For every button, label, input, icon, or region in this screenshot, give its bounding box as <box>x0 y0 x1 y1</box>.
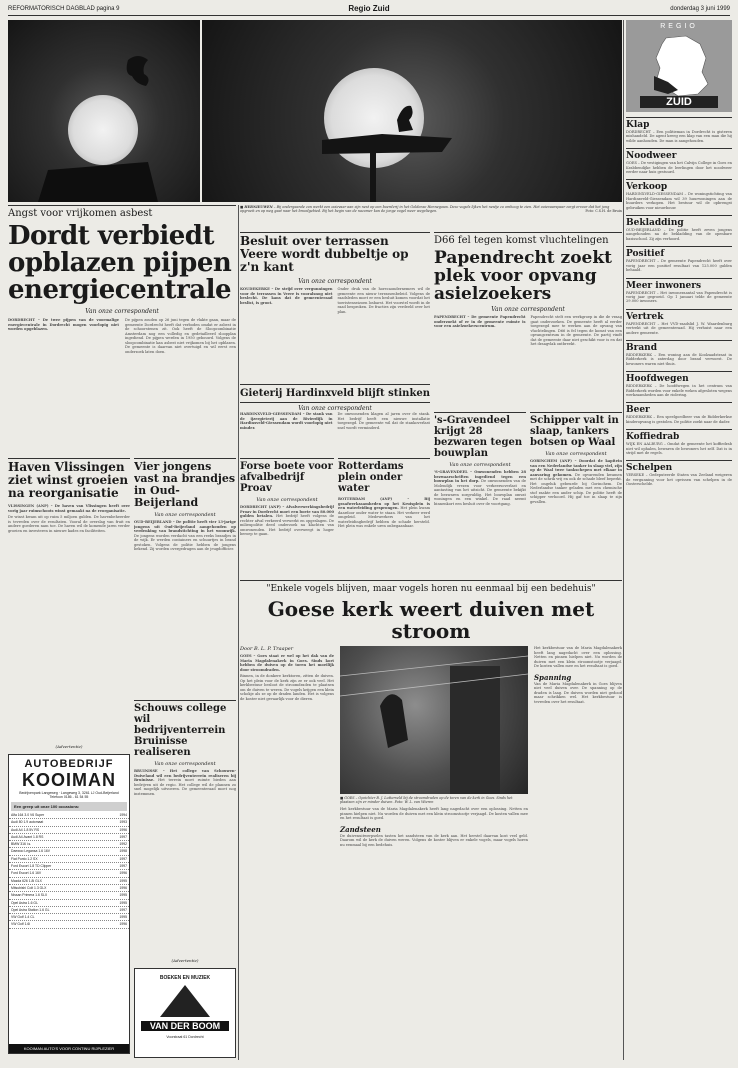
paper-name: REFORMATORISCH DAGBLAD pagina 9 <box>8 6 120 12</box>
car-year: 1995 <box>119 915 127 920</box>
car-row <box>9 885 129 892</box>
body: De pijpen zouden op 26 juni tegen de vlakte gaan, maar de gemeente Dordrecht heeft dat verboden omdat er asbest in de schoorstenen zit. Ook heeft de Sloopcombinatie Amsterdam nog een volledig en gedetailleerd sloopplan ingediend. De pijpen werden in 1950 gebouwd. Volgens de sloopcombinatie kan asbest niet vrijkomen bij het opblazen. De gemeente is daarvan niet overtuigd en wil eerst een onderzoek laten doen. <box>125 318 236 354</box>
car-year: 1995 <box>119 893 127 898</box>
car-row <box>9 914 129 921</box>
sidebar-item-text: PAPENDRECHT – Het inwoneraantal van Papendrecht is vorig jaar gegroeid. Op 1 januari telde de gemeente 29.000 inwoners. <box>626 290 732 304</box>
car-year: 1994 <box>119 813 127 817</box>
byline: Van onze correspondent <box>491 306 565 313</box>
car-name: Alfa 164 3.0 V6 Super <box>11 813 45 817</box>
sidebar-item-heading: Beer <box>626 402 732 415</box>
headline: Gieterij Hardinxveld blijft stinken <box>240 384 430 403</box>
car-row <box>9 892 129 899</box>
car-row <box>9 921 129 928</box>
byline: Door B. L. P. Traaper <box>240 646 294 652</box>
kicker: D66 fel tegen komst vluchtelingen <box>434 232 622 246</box>
ad-boek-address: Voorstraat 61 Dordrecht <box>166 1035 204 1039</box>
car-year: 1992 <box>119 842 127 847</box>
byline: Van onze correspondent <box>298 405 372 412</box>
lead: DORDRECHT – De twee pijpen van de voormalige energiecentrale in Dordrecht mogen voorlopig niet worden opgeblazen. <box>8 318 119 331</box>
car-name: Audi 80 1.9 automaat <box>11 820 44 825</box>
sidebar-item-heading: Verkoop <box>626 179 732 192</box>
photo-church-tower <box>340 646 528 794</box>
lead: DORDRECHT (ANP) – Afvalverwerkingsbedrijf Proav in Dordrecht moet een boete van 80.000 gulden betalen. <box>240 505 334 518</box>
lead: OUD-BEIJERLAND – De politie heeft vier 13-jarige jongens uit Oud-Beijerland aangehouden op verdenking van brandstichting in het woonwijk. <box>134 520 236 533</box>
photo-caption: ■ HERNIEUWEN – Bij ondergaande zon werkt een ooievaar aan zijn nest op een boerderij in het Goldense Hennegouw. Deze vogels lijken het nestje zo omhoog te zien. Het ooievaarspaar zorgt ervoor dat het jong opgroeit en op weg gaat naar het broedgebied. Bij het begin van de nazomer kan de jonge vogel weer wegvliegen. Foto: C.S.H. de Bruin <box>240 205 622 214</box>
car-year: 1997 <box>119 907 127 912</box>
column-rule <box>238 205 239 1060</box>
byline: Van onze correspondent <box>154 512 216 518</box>
subhead-zandsteen: Zandsteen <box>340 824 381 834</box>
car-row <box>9 819 129 826</box>
sidebar-item-text: GOES – De vestigingen van het Calvijn College in Goes en Krabbendijke hebben de leerlingen door het noodweer eerder naar huis gestuurd. <box>626 161 732 175</box>
photo-credit: Foto: C.S.H. de Bruin <box>585 209 622 214</box>
sidebar-regio <box>626 20 732 1060</box>
sidebar-items <box>626 117 732 487</box>
ad-list-header: Een greep uit onze 100 occasions: <box>11 802 127 811</box>
headline: Schouws college wil bedrijventerrein Bruinisse realiseren <box>134 700 236 758</box>
car-year: 1995 <box>119 900 127 905</box>
article-oud-beijerland <box>134 458 236 636</box>
tower-shape <box>340 646 528 794</box>
page-date: donderdag 3 juni 1999 <box>670 6 730 12</box>
car-name: VW Golf 1.6i <box>11 922 31 927</box>
section-title: Regio Zuid <box>348 4 390 13</box>
ad-phone: Telefoon 0186 - 61 54 55 <box>49 795 89 799</box>
body-4-intro: Het kerkbestuur van de Maria Magdalenakerk heeft lang nagedacht over een oplossing. Netten en pinnen hielpen niet. Nu worden de duiven met een klein stroomstootje verjaagd. De kosten vallen mee en het resultaat is goed. <box>534 646 622 668</box>
car-row <box>9 878 129 885</box>
body: Het plein kwam daardoor onder water te staan. Het verkeer werd omgeleid. Medewerkers van het waterleidingbedrijf hebben de schade hersteld. Het plein was enkele uren onbegaanbaar. <box>338 506 430 528</box>
sidebar-item-text: PAPENDRECHT – De gemeente Papendrecht heeft over vorig jaar een positief resultaat van 125.000 gulden behaald. <box>626 259 732 273</box>
body: Het terrein moet ruimte bieden aan bedrijven uit de regio. Het college wil de plannen zo snel mogelijk uitvoeren. De gemeenteraad moet nog instemmen. <box>134 778 236 796</box>
lead: 'S-GRAVENDEEL – Omwonenden hebben 28 bezwaarschriften ingediend tegen een bouwplan in het dorp. <box>434 470 526 483</box>
lead: VLISSINGEN (ANP) – De haven van Vlissingen heeft over vorig jaar ruimschoots winst gemaakt na de reorganisatie. <box>8 504 130 513</box>
headline: Besluit over terrassen Veere wordt dubbeltje op z'n kant <box>240 232 430 274</box>
car-name: Ford Escort 1.8 TD Clipper <box>11 864 52 869</box>
car-name: Audi A4 1.8 5V RS <box>11 827 40 832</box>
headline: Forse boete voor afvalbedrijf Proav <box>240 458 334 494</box>
car-name: Mazda 626 1.8i GLX <box>11 878 42 883</box>
sidebar-item-heading: Noodweer <box>626 148 732 161</box>
car-name: Mitsubishi Colt 1.3 GLX <box>11 885 47 890</box>
sidebar-item-text: PAPENDRECHT – Het VVD-raadslid J. W. Waardenburg vertrekt uit de gemeenteraad. Hij verhuist naar een andere gemeente. <box>626 321 732 335</box>
ad-kooiman[interactable] <box>8 754 130 1054</box>
car-name: Opel Astra 1.6 GL <box>11 900 38 905</box>
sidebar-item-heading: Positief <box>626 246 732 259</box>
headline: Haven Vlissingen ziet winst groeien na reorganisatie <box>8 460 129 500</box>
byline: Van onze correspondent <box>256 497 318 503</box>
article-schouwen <box>134 700 236 850</box>
car-row <box>9 900 129 907</box>
body-4: Van de Maria Magdalenakerk in Goes blijven niet veel duiven over. De spanning op de draden is laag. De duiven worden niet gedood maar schrikken wel. Het kerkbestuur is tevreden over het resultaat. <box>534 681 622 704</box>
car-name: Fiat Punto 1.2 SX <box>11 856 38 861</box>
ad-label: (Advertentie) <box>55 744 83 749</box>
body: De omwonenden van de Molendijk vrezen voor verkeersoverlast en aantasting van het uitzicht. De gemeente bekijkt de bezwaren zorgvuldig. Het bouwplan omvat woningen en een winkel. De raad neemt binnenkort een besluit over de voortgang. <box>434 479 526 506</box>
sidebar-item-text: RIDDERKERK – Een speelgoedbeer van de Ridderkerkse kinderopvang is gestolen. De politie zoekt naar de dader. <box>626 415 732 424</box>
car-year: 1998 <box>119 849 127 854</box>
headline: Dordt verbiedt opblazen pijpen energiecentrale <box>8 221 232 305</box>
car-year: 1996 <box>119 922 127 927</box>
car-name: Ford Escort 1.6 16V <box>11 871 42 876</box>
car-year: 1996 <box>119 827 127 832</box>
banner-zuid: ZUID <box>640 96 718 108</box>
headline: Vier jongens vast na brandjes in Oud-Beijerland <box>134 460 236 509</box>
sidebar-item-heading: Koffiedrab <box>626 429 732 442</box>
lead: HARDINXVELD-GIESSENDAM – De stank van de ijzergieterij aan de Rivierdijk in Hardinxveld-Giessendam wordt voorlopig niet minder. <box>240 412 333 430</box>
headline: Goese kerk weert duiven met stroom <box>267 597 595 643</box>
car-list <box>9 812 129 929</box>
sidebar-item-heading: Bekladding <box>626 215 732 228</box>
car-year: 1996 <box>119 871 127 876</box>
sidebar-banner <box>626 20 732 112</box>
photo-caption: ■ GOES – Opzichter B. J. Lutterveld bij de stroomdraden op de toren van de kerk in Goes. Sinds het plaatsen zijn er minder duiven. <box>340 796 513 805</box>
article-goes-kerk <box>240 580 622 1060</box>
byline: Van onze correspondent <box>298 278 372 285</box>
byline: Van onze correspondent <box>545 451 607 457</box>
ad-boek-logo <box>160 985 210 1017</box>
byline: Van onze correspondent <box>449 462 511 468</box>
car-name: VW Golf 1.4 CL <box>11 915 35 920</box>
car-year: 1996 <box>119 885 127 890</box>
car-year: 1997 <box>119 864 127 869</box>
body: De winst kwam uit op ruim 5 miljoen gulden. De havenbeheerder is tevreden over de resultaten. Vooral de overslag van fruit en andere goederen nam toe. De haven wil de komende jaren verder groeien en investeren in nieuwe kades en faciliteiten. <box>8 515 130 533</box>
car-row <box>9 827 129 834</box>
car-name: Nissan Primera 1.6 SLX <box>11 893 48 898</box>
article-proav <box>240 458 334 578</box>
headline: Schipper valt in slaap, tankers botsen op Waal <box>530 412 622 448</box>
car-name: Daewoo Legansa 1.6 16V <box>11 849 51 854</box>
article-dordt <box>8 205 236 453</box>
ad-label-boekhandel: (Advertentie) <box>171 958 199 963</box>
article-hardinxveld <box>240 384 430 454</box>
article-sgravendeel <box>434 412 526 538</box>
article-veere <box>240 232 430 382</box>
car-row <box>9 870 129 877</box>
photo-stork-nest <box>202 20 622 202</box>
lead: ROTTERDAM (ANP) – Bij graafwerkzaamheden op het Kruisplein is een waterleiding gesprongen. <box>338 497 430 510</box>
nest-silhouette <box>202 20 622 202</box>
kicker: Angst voor vrijkomen asbest <box>8 205 236 219</box>
car-row <box>9 848 129 855</box>
ad-brand: KOOIMAN <box>22 770 116 790</box>
article-vlissingen <box>8 458 130 740</box>
map-netherlands-icon <box>646 34 712 98</box>
sidebar-item-heading: Brand <box>626 340 732 353</box>
sidebar-item-heading: Hoofdwegen <box>626 371 732 384</box>
ad-boekhandel[interactable] <box>134 968 236 1058</box>
car-year: 1997 <box>119 834 127 839</box>
sidebar-item-text: DORDRECHT – Een politieman in Dordrecht is gisteren mishandeld. De agent kreeg een klap van een man die hij wilde aanhouden. De man is aangehouden. <box>626 130 732 143</box>
car-row <box>9 812 129 819</box>
sidebar-item-heading: Vertrek <box>626 309 732 322</box>
body: De jongens worden verdacht van een reeks brandjes in de wijk. Er werden containers en schuurtjes in brand gestoken. Volgens de politie hebben de jongens bekend. Zij worden overgedragen aan de jeugdofficier. <box>134 533 236 551</box>
masthead <box>8 4 730 16</box>
lead: GOES – Goes staat er wel op het dak van de Maria Magdalenakerk in Goes. Sinds kort hebben de duiven op de toren het moeilijk door stroomdraden. <box>240 654 334 672</box>
body-3: De duivenuitwerpselen tasten het zandsteen van de kerk aan. Het herstel daarvan kost veel geld. Daarom wil de kerk de duiven weren. Volgens de koster blijven er enkele vogels, maar vogels horen nu eenmaal bij een bedehuis. <box>340 833 528 847</box>
article-schipper <box>530 412 622 538</box>
car-name: Audi A4 Avant 1.8 RS <box>11 834 44 839</box>
body: Papendrecht stelt een werkgroep in die de vraag gaat onderzoeken. De gemeente heeft al eerder toegezegd mee te werken aan de opvang van vluchtelingen. D66 is fel tegen de komst van een opvangcentrum in de gemeente. De partij vindt dat de gemeente daar niet geschikt voor is en dat het draagvlak ontbreekt. <box>530 315 622 346</box>
body: De opvarenden kwamen met de schrik vrij en ook de schade bleef beperkt. Het ongeluk gebeurde bij Gorinchem. De Nederlandse tanker geladen met een chemische stof raakte een ander schip. De politie heeft de schipper verhoord. Hij gaf toe in slaap te zijn gevallen. <box>530 472 622 504</box>
car-row <box>9 856 129 863</box>
ad-boek-name: VAN DER BOOM <box>141 1021 229 1031</box>
stork-silhouette <box>8 20 200 202</box>
subhead-spanning: Spanning <box>534 672 572 682</box>
car-year: 1993 <box>119 820 127 825</box>
lead: BRUINISSE – Het college van Schouwen-Duiveland wil een bedrijventerrein realiseren bij Bruinisse. <box>134 769 236 782</box>
sidebar-item-heading: Schelpen <box>626 460 732 473</box>
body: De omwonenden klagen al jaren over de stank. Het bedrijf heeft een nieuwe installatie toegezegd. De gemeente wil dat de stankoverlast snel wordt verminderd. <box>337 412 430 430</box>
article-rotterdam <box>338 458 430 578</box>
lead: GORINCHEM (ANP) – Doordat de kapitein van een Nederlandse tanker in slaap viel, zijn op de Waal twee tankschepen met elkaar in aanvaring gekomen. <box>530 459 622 477</box>
sidebar-item-heading: Klap <box>626 117 732 130</box>
car-row <box>9 863 129 870</box>
lead: KOUDEKERKE – De strijd over vergunningen voor de terrassen in Veere is vooralsnog niet beslecht. De kans dat de gemeenteraad beslist, is groot. <box>240 287 333 305</box>
car-year: 1995 <box>119 878 127 883</box>
lead: PAPENDRECHT – De gemeente Papendrecht onderzoekt of er in de gemeente ruimte is voor een asielzoekerscentrum. <box>434 315 526 328</box>
sidebar-item-text: WIJK EN AALBURG – Omdat de gemeente het koffiedrab niet wil ophalen, bewaren de bewoners het zelf. Dat is in strijd met de regels. <box>626 442 732 455</box>
body-2: Het kerkbestuur van de Maria Magdalenakerk heeft lang nagedacht over een oplossing. Netten en pinnen hielpen niet. Nu worden de duiven met een klein stroomstootje verjaagd. De kosten vallen mee en het resultaat is goed. <box>340 807 528 821</box>
car-row <box>9 841 129 848</box>
sidebar-item-text: RIDDERKERK – Een woning aan de Koolzaadstraat in Ridderkerk is zaterdag door brand verwoest. De bewoners waren niet thuis. <box>626 352 732 366</box>
body: Het bedrijf heeft volgens de rechter afval verkeerd verwerkt en opgeslagen. De milieupolitie deed onderzoek na klachten van omwonenden. Het bedrijf overweegt in hoger beroep te gaan. <box>240 514 334 536</box>
body-1: Binnen, in de donkere kerktoren, zitten de duiven. Op het plein voor de kerk zijn ze er ook veel. Het kerkbestuur besloot de stroomdraden te plaatsen om de duiven te weren. De vogels krijgen een klein schokje als ze op de draden landen. Het is volgens de koster niet gevaarlijk voor de dieren. <box>240 674 334 701</box>
ad-footer: KOOIMAN AUTO'S VOOR CONTINU RIJPLEZIER <box>9 1044 129 1053</box>
sidebar-item-text: YERSEKE – Gedeputeerde Staten van Zeeland weigeren de vergunning voor het opvissen van schelpen in de Oosterschelde. <box>626 473 732 487</box>
ad-boek-title: BOEKEN EN MUZIEK <box>159 975 211 981</box>
headline: Rotterdams plein onder water <box>338 458 430 494</box>
car-year: 1997 <box>119 856 127 861</box>
sidebar-rule <box>623 20 624 1060</box>
article-papendrecht <box>434 232 622 410</box>
car-row <box>9 834 129 841</box>
ad-title: AUTOBEDRIJF <box>24 758 114 770</box>
sidebar-item-text: OUD-BEIJERLAND – De politie heeft zeven jongens aangehouden na de bekladding van de openbare basisschool. Zij zijn verhoord. <box>626 228 732 241</box>
byline: Van onze correspondent <box>154 761 216 767</box>
banner-label: REGIO <box>660 23 698 30</box>
headline: 's-Gravendeel krijgt 28 bezwaren tegen bouwplan <box>434 412 526 459</box>
sidebar-item-text: RIDDERKERK – De hoofdwegen in het centrum van Ridderkerk worden voor enkele weken afgesloten wegens werkzaamheden aan de riolering. <box>626 384 732 397</box>
photo-stork-left <box>8 20 200 202</box>
car-name: BMW 316 i.s. <box>11 842 32 847</box>
ad-address: Bedrijvenpark Langeweg · Langeweg 3, 3261 LJ Oud-Beijerland <box>19 791 119 795</box>
kicker: "Enkele vogels blijven, maar vogels horen nu eenmaal bij een bedehuis" <box>240 580 622 595</box>
sidebar-item-heading: Meer inwoners <box>626 278 732 291</box>
byline: Van onze correspondent <box>85 308 159 315</box>
headline: Papendrecht zoekt plek voor opvang asielzoekers <box>434 248 612 304</box>
car-name: Opel Astra Station 1.6 GL <box>11 907 50 912</box>
car-row <box>9 907 129 914</box>
photo-credit: Foto: W. L. van Wieren <box>394 800 434 805</box>
sidebar-item-text: HARDINXVELD-GIESSENDAM – De woningstichting van Hardinxveld-Giessendam wil 39 huurwoningen aan de huurders verkopen. Het bestuur wil de opbrengst gebruiken voor nieuwbouw. <box>626 192 732 210</box>
body: Onder druk van de horecaondernemers wil de gemeente een nieuw terrassenbeleid. Volgens de raadsleden moet er een besluit komen voordat het toeristenseizoen losbarst. Het voorstel wordt in de raad besproken. De fracties zijn verdeeld over het plan. <box>337 287 430 314</box>
